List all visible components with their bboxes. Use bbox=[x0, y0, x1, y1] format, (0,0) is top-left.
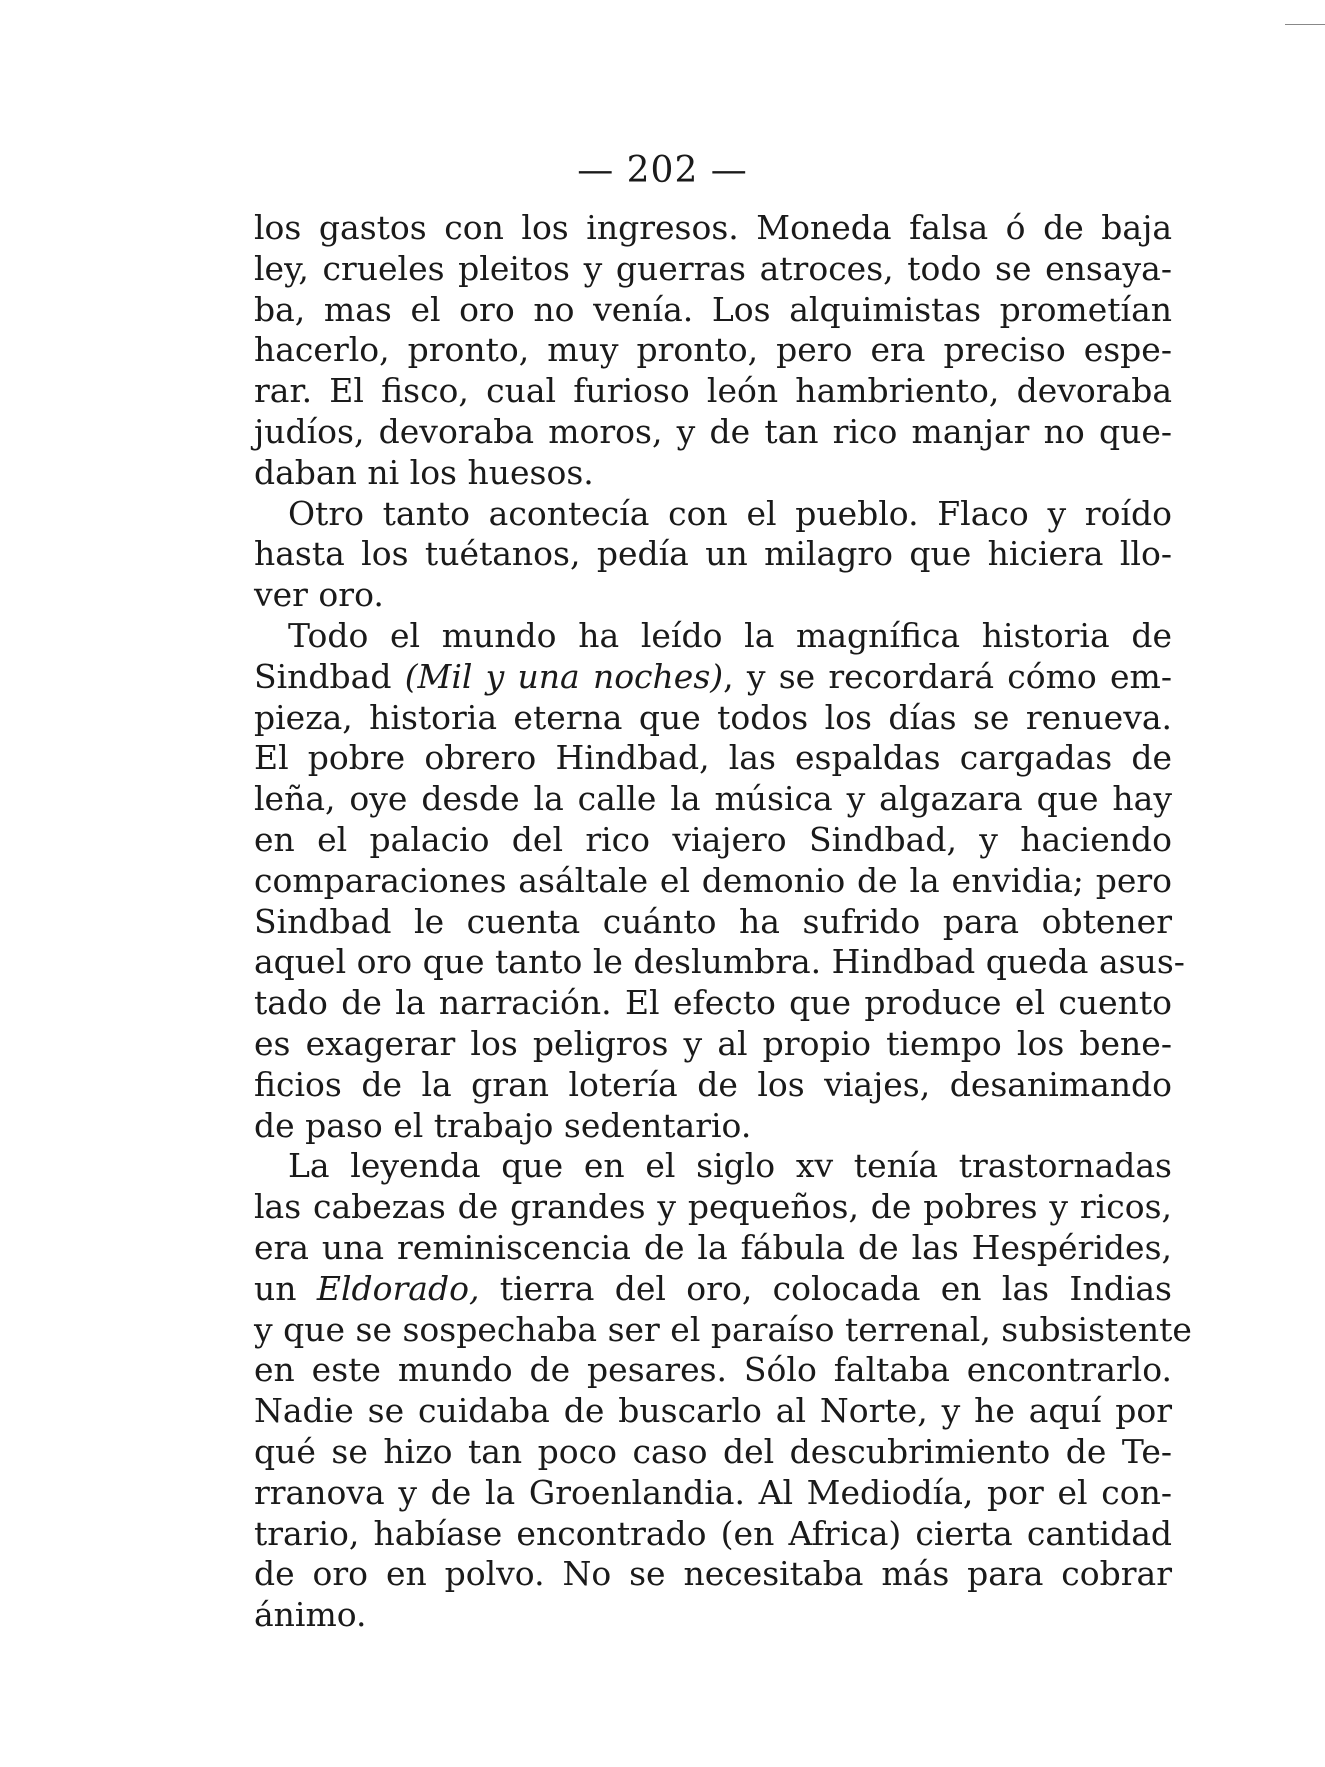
text-fragment: tierra del oro, colocada en las Indias bbox=[479, 1268, 1172, 1308]
text-fragment: , y se recordará cómo em- bbox=[723, 656, 1172, 696]
text-line: ánimo. bbox=[254, 1595, 367, 1635]
text-fragment: un bbox=[254, 1268, 317, 1308]
text-line bbox=[254, 1269, 1172, 1310]
body-text bbox=[254, 208, 1192, 1636]
text-line: Todo el mundo ha leído la magnífica historia de bbox=[288, 615, 1172, 655]
italic-term: Eldorado, bbox=[316, 1268, 480, 1308]
paragraph-2 bbox=[254, 494, 1172, 616]
text-line: los gastos con los ingresos. Moneda falsa ó de baja bbox=[254, 208, 1172, 247]
text-line: en este mundo de pesares. Sólo faltaba encontrarlo. bbox=[254, 1350, 1172, 1390]
paragraph-3 bbox=[254, 615, 1185, 1146]
text-line: daban ni los huesos. bbox=[254, 452, 594, 492]
text-line: hasta los tuétanos, pedía un milagro que hiciera llo- bbox=[254, 534, 1172, 574]
text-line: hacerlo, pronto, muy pronto, pero era preciso espe- bbox=[254, 330, 1172, 370]
text-line: rranova y de la Groenlandia. Al Mediodía, por el con- bbox=[254, 1472, 1172, 1512]
text-line: Sindbad le cuenta cuánto ha sufrido para obtener bbox=[254, 901, 1172, 941]
text-line: ba, mas el oro no venía. Los alquimistas prometían bbox=[254, 289, 1172, 329]
text-line: Otro tanto acontecía con el pueblo. Flaco y roído bbox=[288, 493, 1172, 533]
paragraph-4 bbox=[254, 1146, 1192, 1636]
text-line: El pobre obrero Hindbad, las espaldas cargadas de bbox=[254, 738, 1172, 778]
text-line: comparaciones asáltale el demonio de la envidia; pero bbox=[254, 860, 1172, 900]
text-line: ficios de la gran lotería de los viajes, desanimando bbox=[254, 1064, 1172, 1104]
text-line: es exagerar los peligros y al propio tiempo los bene- bbox=[254, 1023, 1172, 1063]
text-line: en el palacio del rico viajero Sindbad, y haciendo bbox=[254, 819, 1172, 859]
text-line: aquel oro que tanto le deslumbra. Hindbad queda asus- bbox=[254, 942, 1185, 982]
text-line: rar. El fisco, cual furioso león hambriento, devoraba bbox=[254, 371, 1172, 411]
text-line: de oro en polvo. No se necesitaba más para cobrar bbox=[254, 1554, 1172, 1594]
text-line: las cabezas de grandes y pequeños, de pobres y ricos, bbox=[254, 1187, 1172, 1227]
page-number: — 202 — bbox=[577, 150, 748, 191]
text-line: ley, crueles pleitos y guerras atroces, todo se ensaya- bbox=[254, 248, 1172, 288]
italic-title: (Mil y una noches) bbox=[404, 656, 724, 696]
text-fragment: Sindbad bbox=[254, 656, 405, 696]
text-line bbox=[254, 657, 1172, 698]
text-line: pieza, historia eterna que todos los días se renueva. bbox=[254, 697, 1172, 737]
scan-edge-mark bbox=[1285, 24, 1325, 25]
text-line: de paso el trabajo sedentario. bbox=[254, 1105, 752, 1145]
text-line: qué se hizo tan poco caso del descubrimiento de Te- bbox=[254, 1431, 1172, 1471]
paragraph-1 bbox=[254, 208, 1172, 494]
text-line: Nadie se cuidaba de buscarlo al Norte, y he aquí por bbox=[254, 1391, 1172, 1431]
text-line: La leyenda que en el siglo xv tenía trastornadas bbox=[288, 1146, 1172, 1186]
text-line: trario, habíase encontrado (en Africa) cierta cantidad bbox=[254, 1513, 1172, 1553]
text-line: ver oro. bbox=[254, 575, 384, 615]
text-line: era una reminiscencia de la fábula de las Hespérides, bbox=[254, 1227, 1172, 1267]
text-line: judíos, devoraba moros, y de tan rico manjar no que- bbox=[254, 411, 1172, 451]
text-line: tado de la narración. El efecto que produce el cuento bbox=[254, 983, 1172, 1023]
text-line: leña, oye desde la calle la música y algazara que hay bbox=[254, 779, 1172, 819]
text-line: y que se sospechaba ser el paraíso terrenal, subsistente bbox=[254, 1309, 1192, 1349]
